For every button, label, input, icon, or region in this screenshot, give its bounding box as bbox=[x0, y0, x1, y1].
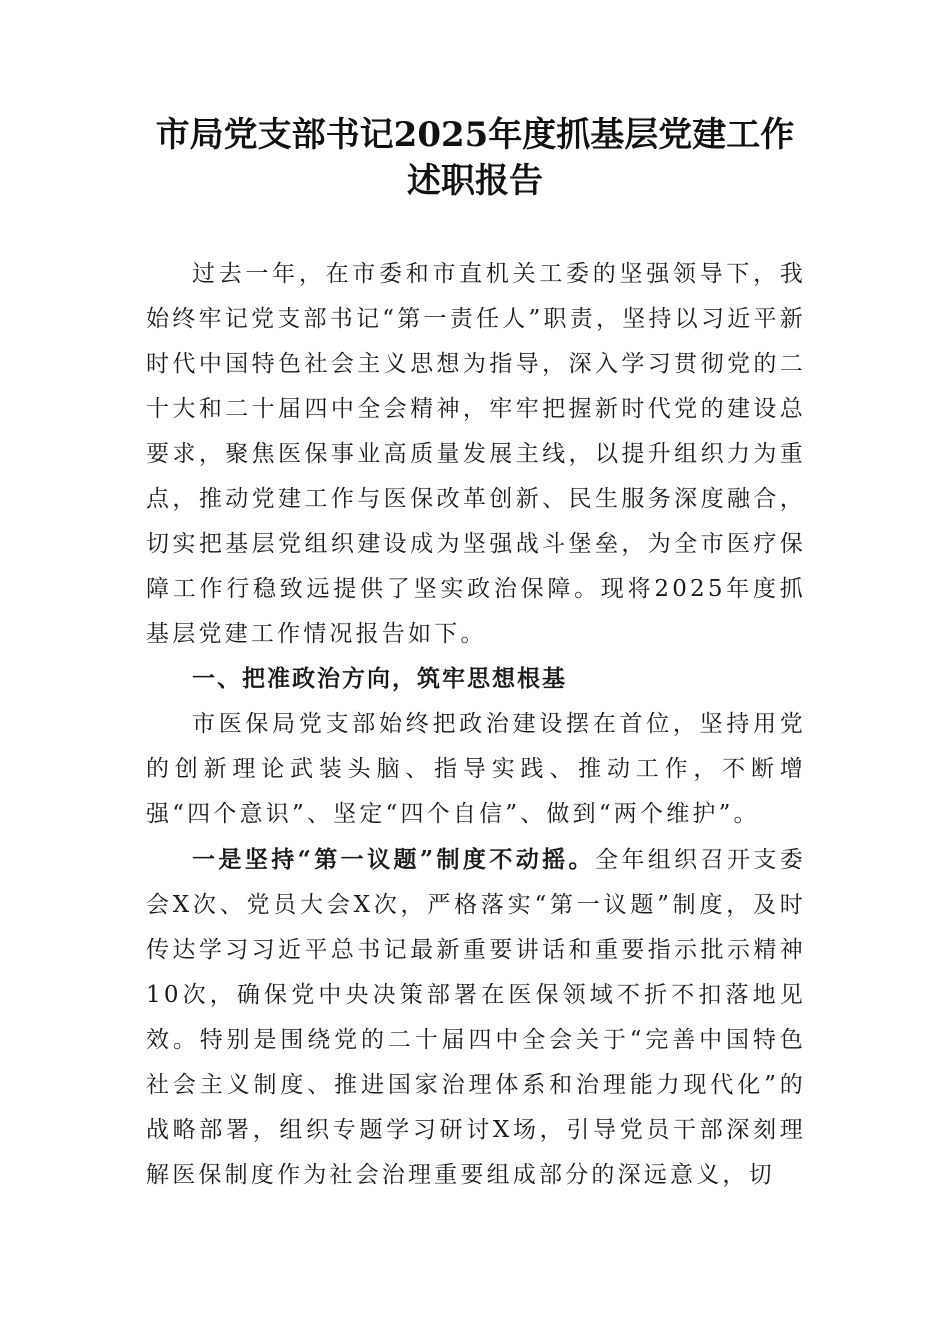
point-1-text: 全年组织召开支委会X次、党员大会X次，严格落实“第一议题”制度，及时传达学习习近平总书记最新重要讲话和重要指示批示精神10次，确保党中央决策部署在医保领域不折不扣落地见效。特别是围绕党的二十届四中全会关于“完善中国特色社会主义制度、推进国家治理体系和治理能力现代化”的战略部署，组织专题学习研讨X场，引导党员干部深刻理解医保制度作为社会治理重要组成部分的深远意义，切 bbox=[146, 847, 806, 1188]
section-heading-1: 一、把准政治方向，筑牢思想根基 bbox=[192, 666, 567, 692]
point-1-paragraph bbox=[146, 837, 806, 1198]
document-body bbox=[146, 252, 806, 1198]
section-1-intro-paragraph: 市医保局党支部始终把政治建设摆在首位，坚持用党的创新理论武装头脑、指导实践、推动工作，不断增强“四个意识”、坚定“四个自信”、做到“两个维护”。 bbox=[146, 711, 806, 827]
intro-paragraph: 过去一年，在市委和市直机关工委的坚强领导下，我始终牢记党支部书记“第一责任人”职责，坚持以习近平新时代中国特色社会主义思想为指导，深入学习贯彻党的二十大和二十届四中全会精神，牢牢把握新时代党的建设总要求，聚焦医保事业高质量发展主线，以提升组织力为重点，推动党建工作与医保改革创新、民生服务深度融合，切实把基层党组织建设成为坚强战斗堡垒，为全市医疗保障工作行稳致远提供了坚实政治保障。现将2025年度抓基层党建工作情况报告如下。 bbox=[146, 261, 806, 647]
point-1-lead: 一是坚持“第一议题”制度不动摇。 bbox=[192, 846, 595, 873]
title-line-1: 市局党支部书记2025年度抓基层党建工作 bbox=[155, 115, 795, 155]
document-title bbox=[120, 112, 830, 204]
title-line-2: 述职报告 bbox=[407, 161, 543, 201]
